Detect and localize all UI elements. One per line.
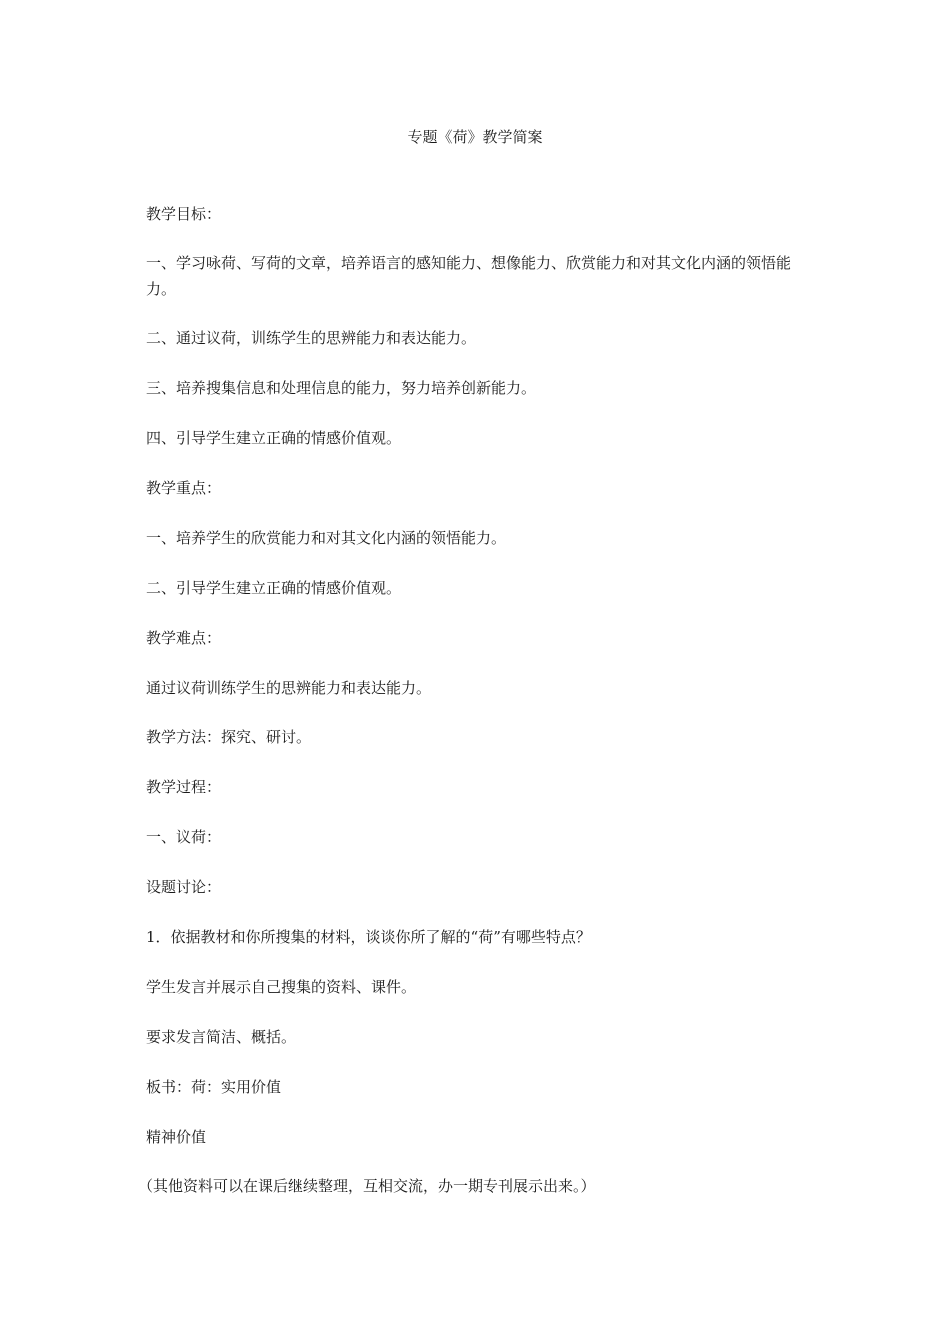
teaching-methods: 教学方法：探究、研讨。 [146, 728, 312, 746]
discussion-question-1: 1．依据教材和你所搜集的材料，谈谈你所了解的“荷”有哪些特点？ [146, 928, 591, 946]
blackboard-line-1: 板书：荷：实用价值 [146, 1078, 282, 1096]
key-point-item-2: 二、引导学生建立正确的情感价值观。 [146, 579, 402, 597]
note-paragraph: （其他资料可以在课后继续整理，互相交流，办一期专刊展示出来。） [138, 1177, 596, 1195]
heading-teaching-process: 教学过程： [146, 778, 222, 796]
student-activity: 学生发言并展示自己搜集的资料、课件。 [146, 978, 417, 996]
heading-teaching-goals: 教学目标： [146, 205, 222, 223]
goal-item-1: 一、学习咏荷、写荷的文章，培养语言的感知能力、想像能力、欣赏能力和对其文化内涵的领悟能力。 [146, 254, 792, 298]
blackboard-line-2: 精神价值 [146, 1128, 207, 1146]
heading-difficulties: 教学难点： [146, 629, 222, 647]
discussion-heading: 设题讨论： [146, 878, 222, 896]
difficulty-item: 通过议荷训练学生的思辨能力和表达能力。 [146, 679, 432, 697]
key-point-item-1: 一、培养学生的欣赏能力和对其文化内涵的领悟能力。 [146, 529, 507, 547]
goal-item-3: 三、培养搜集信息和处理信息的能力，努力培养创新能力。 [146, 379, 537, 397]
document-title: 专题《荷》教学简案 [407, 128, 543, 146]
requirement: 要求发言简洁、概括。 [146, 1028, 297, 1046]
process-section-1: 一、议荷： [146, 828, 222, 846]
goal-item-2: 二、通过议荷，训练学生的思辨能力和表达能力。 [146, 329, 477, 347]
goal-item-4: 四、引导学生建立正确的情感价值观。 [146, 429, 402, 447]
heading-key-points: 教学重点： [146, 479, 222, 497]
